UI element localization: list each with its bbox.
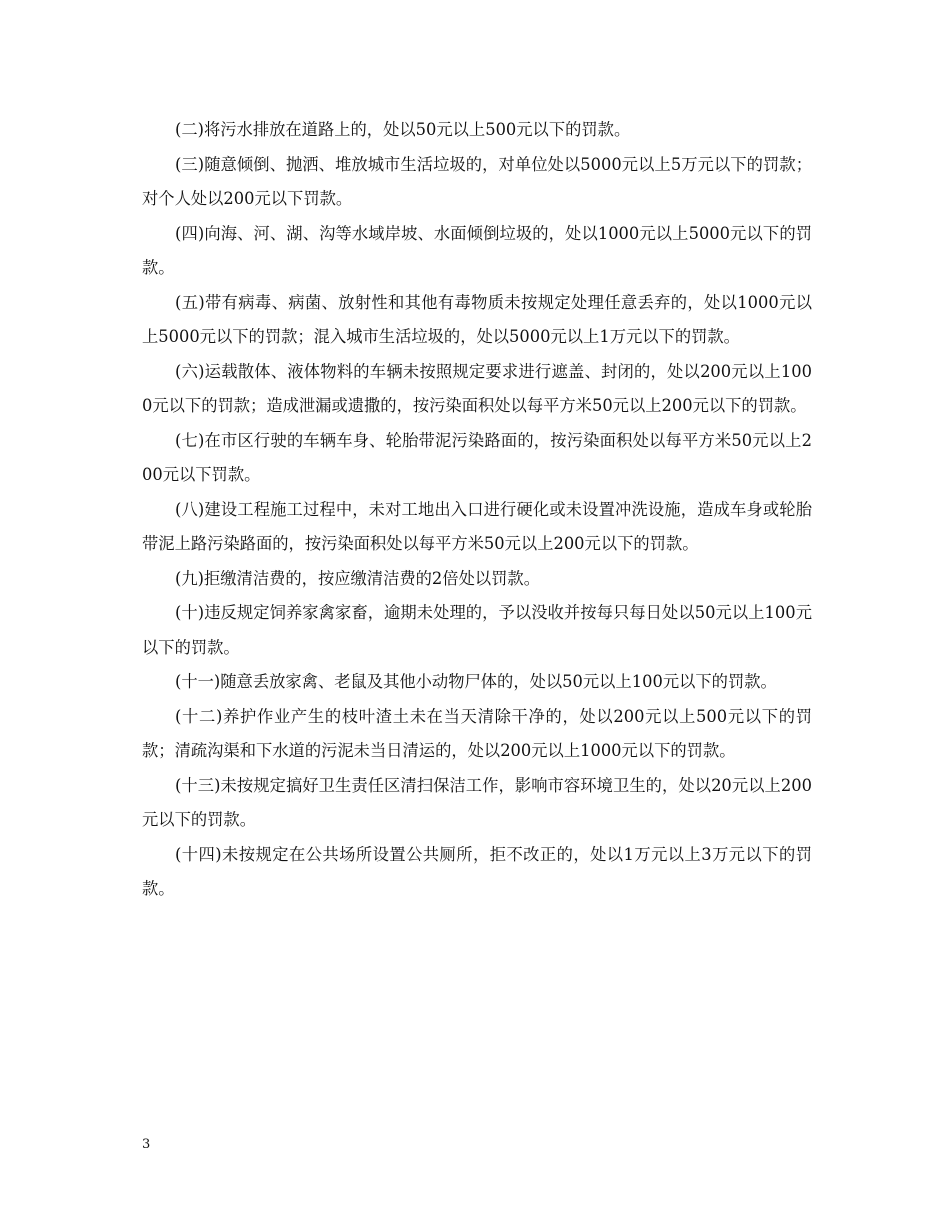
paragraph-item-11: (十一)随意丢放家禽、老鼠及其他小动物尸体的，处以50元以上100元以下的罚款。 (175, 672, 777, 691)
paragraph-item-8: (八)建设工程施工过程中，未对工地出入口进行硬化或未设置冲洗设施，造成车身或轮胎带泥上路污染路面的，按污染面积处以每平方米50元以上200元以下的罚款。 (142, 499, 812, 553)
paragraph-item-12: (十二)养护作业产生的枝叶渣土未在当天清除干净的，处以200元以上500元以下的罚款；清疏沟渠和下水道的污泥未当日清运的，处以200元以上1000元以下的罚款。 (142, 706, 812, 760)
paragraph-item-9: (九)拒缴清洁费的，按应缴清洁费的2倍处以罚款。 (175, 568, 540, 588)
paragraph-item-10: (十)违反规定饲养家禽家畜，逾期未处理的，予以没收并按每只每日处以50元以上100元以下的罚款。 (142, 603, 812, 657)
paragraph-item-13: (十三)未按规定搞好卫生责任区清扫保洁工作，影响市容环境卫生的，处以20元以上200元以下的罚款。 (142, 775, 812, 829)
paragraph-item-5: (五)带有病毒、病菌、放射性和其他有毒物质未按规定处理任意丢弃的，处以1000元以上5000元以下的罚款；混入城市生活垃圾的，处以5000元以上1万元以下的罚款。 (142, 292, 812, 346)
page-number: 3 (142, 1137, 151, 1152)
paragraph-item-7: (七)在市区行驶的车辆车身、轮胎带泥污染路面的，按污染面积处以每平方米50元以上200元以下罚款。 (142, 430, 812, 484)
paragraph-item-6: (六)运载散体、液体物料的车辆未按照规定要求进行遮盖、封闭的，处以200元以上1000元以下的罚款；造成泄漏或遗撒的，按污染面积处以每平方米50元以上200元以下的罚款。 (142, 361, 812, 415)
paragraph-item-4: (四)向海、河、湖、沟等水域岸坡、水面倾倒垃圾的，处以1000元以上5000元以下的罚款。 (142, 223, 812, 277)
paragraph-item-14: (十四)未按规定在公共场所设置公共厕所，拒不改正的，处以1万元以上3万元以下的罚款。 (142, 844, 812, 898)
paragraph-item-2: (二)将污水排放在道路上的，处以50元以上500元以下的罚款。 (175, 120, 631, 139)
document-body (142, 113, 812, 907)
paragraph-item-3: (三)随意倾倒、抛洒、堆放城市生活垃圾的，对单位处以5000元以上5万元以下的罚款；对个人处以200元以下罚款。 (142, 154, 812, 208)
